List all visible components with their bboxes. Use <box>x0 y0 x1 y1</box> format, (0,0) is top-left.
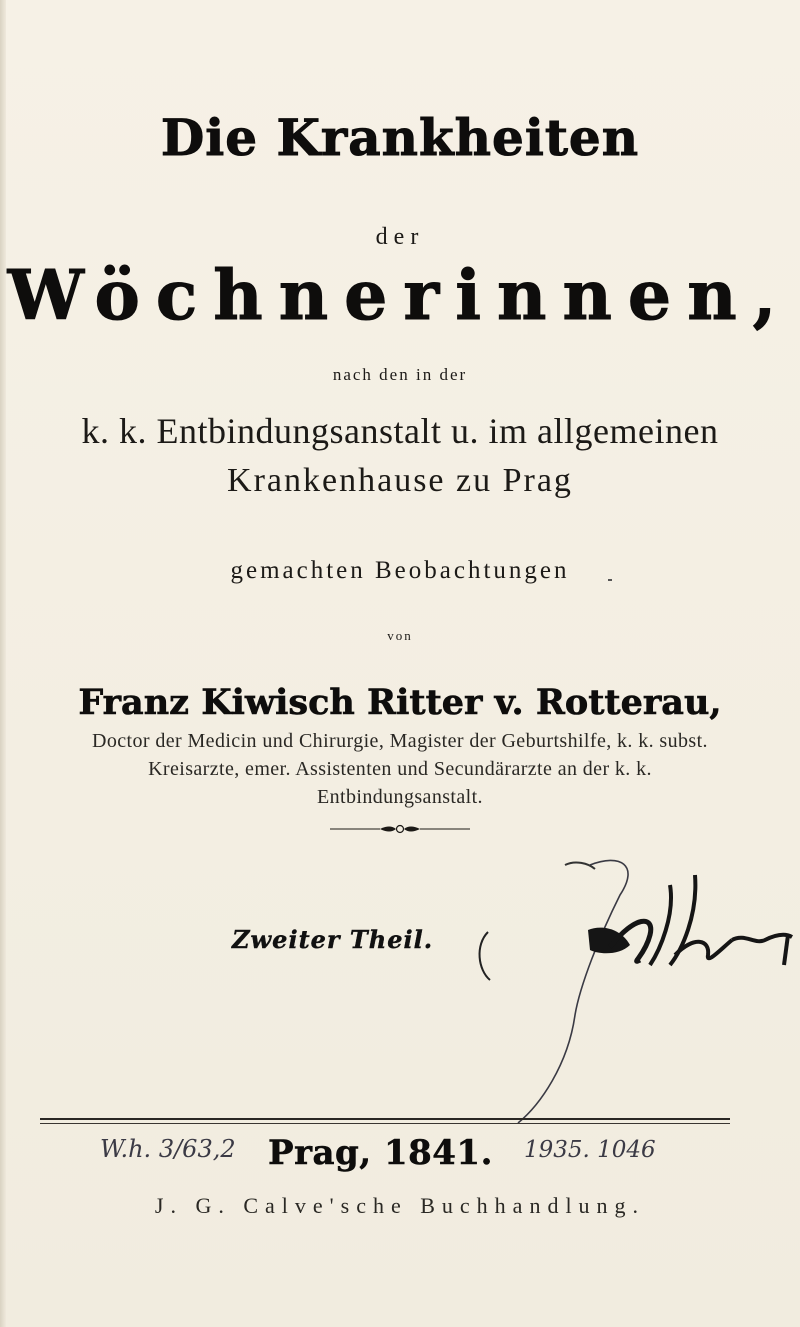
intro-hospital: Krankenhause zu Prag <box>227 462 573 499</box>
ornament-divider-icon <box>330 822 470 836</box>
author-credentials-line: Kreisarzte, emer. Assistenten und Secundärarzte an der k. k. <box>148 758 652 780</box>
shelfmark-left: W.h. 3/63,2 <box>100 1135 236 1163</box>
intro-von: von <box>387 628 413 643</box>
book-title: Die Krankheiten <box>160 108 640 167</box>
title-subject: Wöchnerinnen, <box>7 256 793 336</box>
handwritten-signature-icon <box>470 855 800 1125</box>
page-edge <box>0 0 6 1327</box>
divider-rule <box>40 1118 730 1120</box>
imprint-place-year: Prag, 1841. <box>268 1133 493 1173</box>
author-credentials-line: Doctor der Medicin und Chirurgie, Magister der Geburtshilfe, k. k. subst. <box>92 730 708 752</box>
author-credentials-line: Entbindungsanstalt. <box>317 786 483 808</box>
shelfmark-right: 1935. 1046 <box>524 1137 656 1163</box>
divider-rule <box>40 1123 730 1124</box>
intro-nach: nach den in der <box>332 365 468 384</box>
intro-institution: k. k. Entbindungsanstalt u. im allgemeinen <box>81 411 719 451</box>
intro-observations: gemachten Beobachtungen <box>230 557 570 584</box>
imprint-publisher: J. G. Calve'sche Buchhandlung. <box>154 1193 646 1218</box>
volume-part: Zweiter Theil. <box>232 925 434 954</box>
author-name: Franz Kiwisch Ritter v. Rotterau, <box>78 682 722 723</box>
paper-speck <box>608 579 612 581</box>
title-article: der <box>375 224 425 250</box>
